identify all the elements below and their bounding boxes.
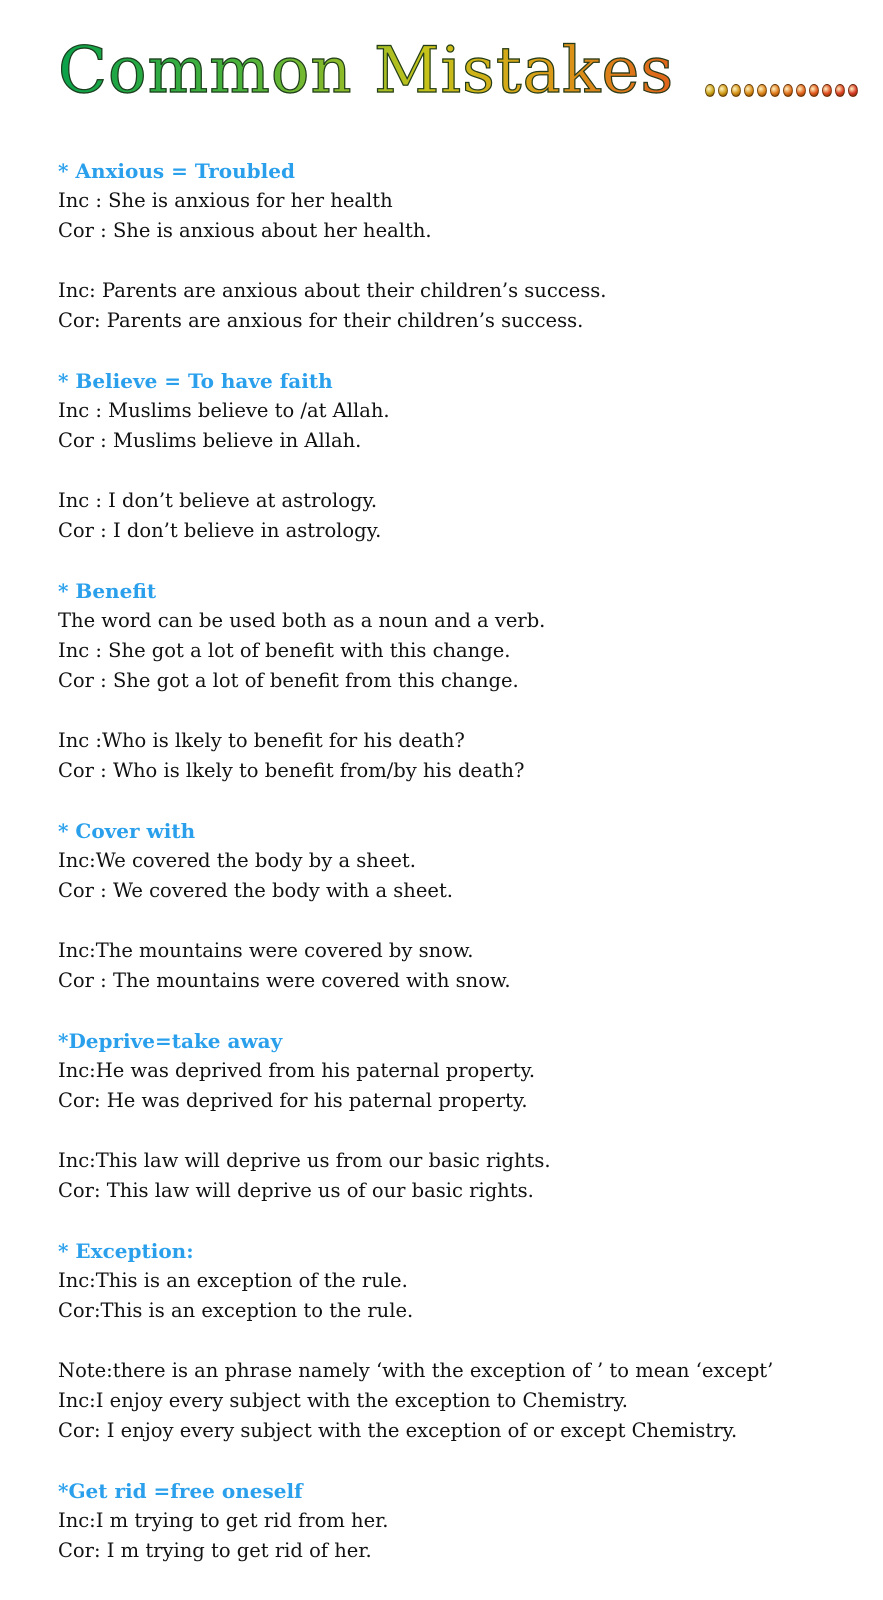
incorrect-example: Inc:We covered the body by a sheet. <box>58 849 416 872</box>
incorrect-example: Inc : She is anxious for her health <box>58 189 393 212</box>
page-header <box>58 30 883 120</box>
ellipsis-dot <box>705 84 715 97</box>
incorrect-example: Inc : She got a lot of benefit with this change. <box>58 639 511 662</box>
incorrect-example: Inc:This is an exception of the rule. <box>58 1269 408 1292</box>
group-spacer <box>58 456 878 486</box>
incorrect-example: Inc : I don’t believe at astrology. <box>58 489 378 512</box>
ellipsis-dot <box>783 84 793 97</box>
usage-note: The word can be used both as a noun and a verb. <box>58 609 546 632</box>
incorrect-example: Inc:This law will deprive us from our basic rights. <box>58 1149 551 1172</box>
incorrect-example: Inc: Parents are anxious about their children’s success. <box>58 279 607 302</box>
correct-example: Cor : I don’t believe in astrology. <box>58 519 382 542</box>
correct-example: Cor: He was deprived for his paternal property. <box>58 1089 528 1112</box>
incorrect-example: Inc:I enjoy every subject with the exception to Chemistry. <box>58 1389 628 1412</box>
incorrect-example: Inc:I m trying to get rid from her. <box>58 1509 389 1532</box>
section-heading: * Benefit <box>58 579 157 603</box>
correct-example: Cor : We covered the body with a sheet. <box>58 879 453 902</box>
correct-example: Cor: I enjoy every subject with the exception of or except Chemistry. <box>58 1419 738 1442</box>
mistake-section <box>58 816 878 996</box>
mistake-section <box>58 1236 878 1446</box>
correct-example: Cor:This is an exception to the rule. <box>58 1299 414 1322</box>
mistakes-list <box>58 156 878 1596</box>
section-heading: * Exception: <box>58 1239 194 1263</box>
trailing-dots <box>705 82 861 101</box>
correct-example: Cor: I m trying to get rid of her. <box>58 1539 372 1562</box>
ellipsis-dot <box>770 84 780 97</box>
group-spacer <box>58 906 878 936</box>
ellipsis-dot <box>757 84 767 97</box>
mistake-section <box>58 576 878 786</box>
correct-example: Cor: Parents are anxious for their children’s success. <box>58 309 584 332</box>
ellipsis-dot <box>718 84 728 97</box>
group-spacer <box>58 246 878 276</box>
group-spacer <box>58 696 878 726</box>
ellipsis-dot <box>835 84 845 97</box>
section-heading: * Believe = To have faith <box>58 369 333 393</box>
page-title: Common Mistakes <box>58 30 674 112</box>
incorrect-example: Inc:The mountains were covered by snow. <box>58 939 474 962</box>
mistake-section <box>58 1476 878 1566</box>
ellipsis-dot <box>822 84 832 97</box>
ellipsis-dot <box>731 84 741 97</box>
section-heading: * Cover with <box>58 819 196 843</box>
correct-example: Cor: This law will deprive us of our basic rights. <box>58 1179 534 1202</box>
incorrect-example: Inc : Muslims believe to /at Allah. <box>58 399 390 422</box>
mistake-section <box>58 366 878 546</box>
mistake-section <box>58 156 878 336</box>
ellipsis-dot <box>744 84 754 97</box>
section-heading: * Anxious = Troubled <box>58 159 295 183</box>
correct-example: Cor : The mountains were covered with snow. <box>58 969 511 992</box>
correct-example: Cor : Who is lkely to benefit from/by his death? <box>58 759 525 782</box>
incorrect-example: Inc :Who is lkely to benefit for his death? <box>58 729 465 752</box>
section-heading: *Get rid =free oneself <box>58 1479 303 1503</box>
section-heading: *Deprive=take away <box>58 1029 283 1053</box>
ellipsis-dot <box>809 84 819 97</box>
group-spacer <box>58 1116 878 1146</box>
group-spacer <box>58 1326 878 1356</box>
correct-example: Cor : She is anxious about her health. <box>58 219 432 242</box>
mistake-section <box>58 1026 878 1206</box>
incorrect-example: Inc:He was deprived from his paternal property. <box>58 1059 536 1082</box>
ellipsis-dot <box>848 84 858 97</box>
ellipsis-dot <box>796 84 806 97</box>
correct-example: Cor : Muslims believe in Allah. <box>58 429 362 452</box>
usage-note: Note:there is an phrase namely ‘with the exception of ’ to mean ‘except’ <box>58 1359 774 1382</box>
correct-example: Cor : She got a lot of benefit from this change. <box>58 669 519 692</box>
